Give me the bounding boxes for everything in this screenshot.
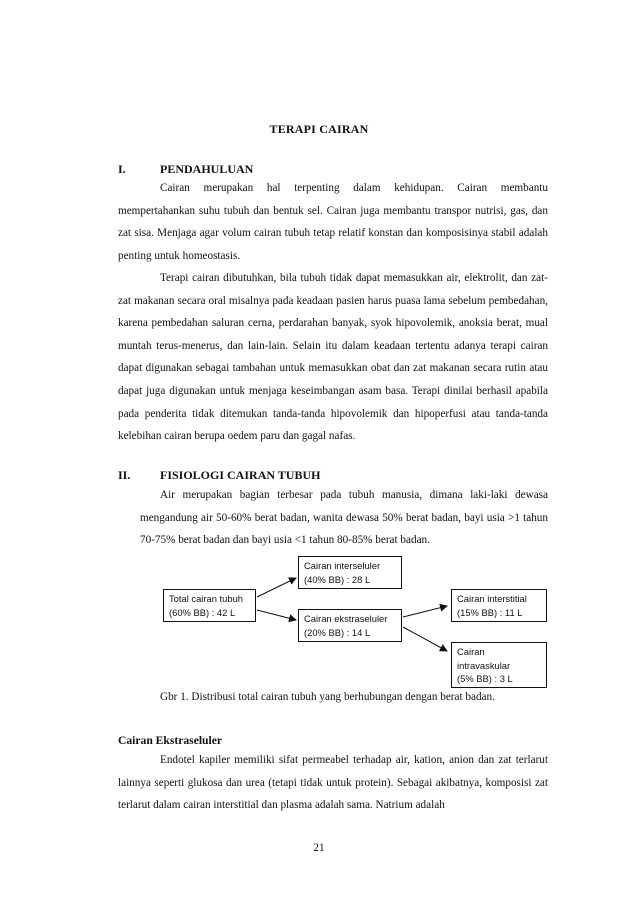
- figure-caption: Gbr 1. Distribusi total cairan tubuh yang berhubungan dengan berat badan.: [160, 691, 495, 703]
- box-intraseluler-line1: Cairan interseluler: [304, 560, 381, 571]
- page-number: 21: [313, 842, 325, 854]
- document-title: TERAPI CAIRAN: [269, 122, 369, 136]
- section-1-paragraph-2: Terapi cairan dibutuhkan, bila tubuh tidak dapat memasukkan air, elektrolit, dan zat-zat makanan secara oral misalnya pada keadaan pasien harus puasa lama sebelum pembedahan, karena pembedahan saluran cerna, perdarahan banyak, syok hipovolemik, anoksia berat, mual muntah terus-menerus, dan lain-lain. Selain itu dalam keadaan tertentu adanya terapi cairan dapat digunakan sebagai tambahan untuk memasukkan obat dan zat makanan secara rutin atau dapat juga digunakan untuk menjaga keseimbangan asam basa. Terapi dinilai berhasil apabila pada penderita tidak ditemukan tanda-tanda hipovolemik dan hipoperfusi atau tanda-tanda kelebihan cairan berupa oedem paru dan gagal nafas.: [118, 272, 548, 443]
- arrow-ekstraseluler-to-interstitial: [403, 606, 447, 617]
- box-cairan-intraseluler: [298, 556, 402, 589]
- box-ekstraseluler-line1: Cairan ekstraseluler: [304, 613, 388, 624]
- section-2-title: FISIOLOGI CAIRAN TUBUH: [160, 468, 321, 482]
- subsection-paragraph-1: Endotel kapiler memiliki sifat permeabel terhadap air, kation, anion dan zat terlarut lainnya seperti glukosa dan urea (tetapi tidak untuk protein). Sebagai akibatnya, komposisi zat terlarut dalam cairan interstitial dan plasma adalah sama. Natrium adalah: [118, 754, 548, 812]
- subsection-heading: Cairan Ekstraseluler: [118, 734, 223, 747]
- box-interstitial-line1: Cairan interstitial: [457, 593, 527, 604]
- arrow-total-to-ekstraseluler: [257, 610, 296, 620]
- arrow-ekstraseluler-to-intravaskular: [403, 627, 447, 651]
- box-intravaskular-line2: intravaskular: [457, 659, 511, 671]
- box-total-cairan-tubuh: [163, 589, 256, 622]
- section-1-paragraph-1: Cairan merupakan hal terpenting dalam kehidupan. Cairan membantu mempertahankan suhu tubuh dan bentuk sel. Cairan juga membantu transpor nutrisi, gas, dan zat sisa. Menjaga agar volum cairan tubuh tetap relatif konstan dan komposisinya stabil adalah penting untuk homeostasis.: [118, 182, 548, 262]
- box-interstitial-line2: (15% BB) : 11 L: [457, 606, 523, 618]
- section-1-title: PENDAHULUAN: [160, 162, 254, 176]
- box-ekstraseluler-line2: (20% BB) : 14 L: [304, 626, 371, 638]
- box-cairan-intravaskular: [451, 642, 547, 688]
- box-total-line1: Total cairan tubuh: [169, 593, 244, 604]
- box-intraseluler-line2: (40% BB) : 28 L: [304, 573, 371, 585]
- box-intravaskular-line3: (5% BB) : 3 L: [457, 673, 513, 684]
- section-2-number: II.: [118, 468, 131, 482]
- box-cairan-interstitial: [451, 589, 547, 622]
- box-cairan-ekstraseluler: [298, 609, 402, 642]
- section-1-number: I.: [118, 162, 126, 176]
- box-total-line2: (60% BB) : 42 L: [169, 606, 236, 618]
- box-intravaskular-line1: Cairan: [457, 646, 485, 657]
- arrow-total-to-intraseluler: [257, 578, 296, 597]
- section-2-paragraph-1: Air merupakan bagian terbesar pada tubuh manusia, dimana laki-laki dewasa mengandung air 50-60% berat badan, wanita dewasa 50% berat badan, bayi usia >1 tahun 70-75% berat badan dan bayi usia <1 tahun 80-85% berat badan.: [140, 489, 548, 547]
